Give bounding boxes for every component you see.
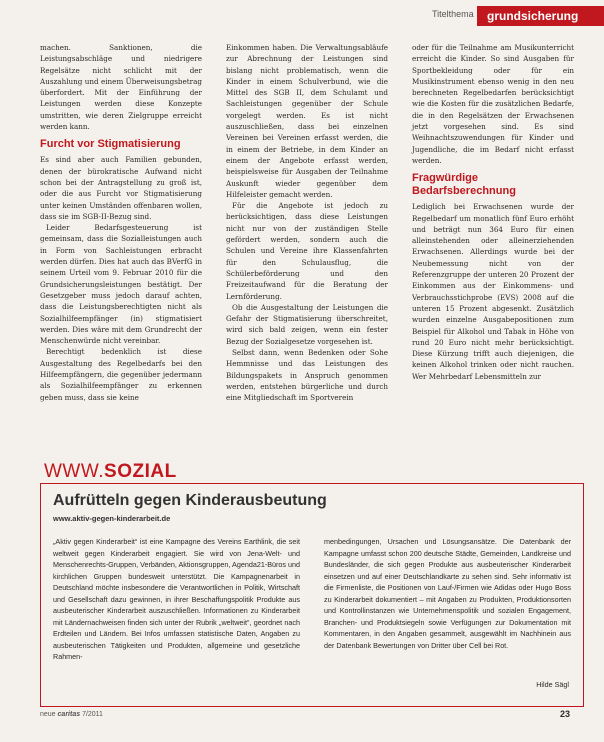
issue-number: 7/2011 [82,711,103,718]
page-header [0,6,604,26]
brand-bold: SOZIAL [104,461,177,482]
header-section-badge: grundsicherung [477,6,604,26]
article-column-1 [40,42,202,403]
paragraph: oder für die Teilnahme am Musikunterricht erreicht die Kinder. So sind Ausgaben für Sportbekleidung oder für ein Musikinstrument ebenso wenig in den neu berechneten Regelbedarfen berücksichtigt wie die Kosten für die zusätzlichen Bedarfe, die in den Regelsätzen der Erwachsenen jetzt vorgesehen sind. Es sind Weihnachtszuwendungen für Kinder und Jugendliche, die im Bedarf nicht erfasst werden. [412,43,574,165]
www-sozial-title [44,461,177,483]
paragraph: Einkommen haben. Die Verwaltungsabläufe zur Abrechnung der Leistungen sind bislang nicht problematisch, wenn die Kinder in einem Schulverbund, wie die Mittel des SGB II, dem Schulamt und Sachleistungen gegenüber der Schule vorgelegt werden. Es ist nicht auszuschließen, dass bei einzelnen Vereinen bei Vereinen erfasst werden, die in einem der Betriebe, in dem Kinder an einem der Angebote erfasst werden, beispielsweise für Ausgaben der Teilnahme Auskunft wieder gegenüber dem Hilfeleister gemacht werden. [226,43,388,199]
paragraph: Lediglich bei Erwachsenen wurde der Regelbedarf um monatlich fünf Euro erhöht und beträgt nun 364 Euro für einen alleinstehenden oder alleinerziehenden Erwachsenen. Allerdings wurde bei der Neubemessung nicht von der Referenzgruppe der unteren 20 Prozent der Einkommen aus der Einkommens- und Verbrauchsstichprobe (EVS) 2008 auf die unteren 15 Prozent abgesenkt. Zusätzlich wurden einzelne Ausgabepositionen zum Beispiel für Alkohol und Tabak in Höhe von rund 20 Euro nicht mehr berücksichtigt. Diese Kürzung trifft auch diejenigen, die keinen Alkohol trinken oder nicht rauchen. Wer Mehrbedarf Lebensmitteln zur [412,202,574,381]
paragraph: Selbst dann, wenn Bedenken oder Sohe Hemmnisse und das Leistungen des Bildungspakets in Anspruch genommen werden, entstehen bürgerliche und durch eine Mitgliedschaft im Sportverein [226,348,388,403]
paragraph: Für die Angebote ist jedoch zu berücksichtigen, dass diese Leistungen nicht nur von der zuständigen Stelle gefördert werden, sondern auch die Schulen und Vereine ihre Klassenfahrten für den Schulausflug, die Schülerbeförderung und den Freizeitaufwand für die Beratung der Lernförderung. [226,201,388,301]
magazine-name: neue [40,711,56,718]
author-signature: Hilde Sägl [536,680,569,689]
box-column-2: menbedingungen, Ursachen und Lösungsansätze. Die Datenbank der Kampagne umfasst schon 200 deutsche Städte, Gemeinden, Landkreise und Bundesländer, die sich gegen Produkte aus ausbeuterischer Kinderarbeit einsetzen und auf einer Deutschlandkarte zu sehen sind. Sehr informativ ist die Firmenliste, die Positionen von Lauf-/Firmen wie Adidas oder Hugo Boss zu Kinderarbeit dokumentiert – mit Angaben zu Produkten, Produktionsorten und Kontrollinstanzen wie Unternehmenspolitik und sozialen Engagement, Branchen- und Produktsiegeln sowie Verfügungen zur Dokumentation mit Kommentaren, in den Angaben gesammelt, ausgewählt im Nachhinein aus der Datenbank Bewertungen von Dritter über Cell bei Rot. [324,537,571,650]
section-heading: Furcht vor Stigmatisierung [40,138,181,151]
paragraph: Leider Bedarfsgesteuerung ist gemeinsam, dass die Sozialleistungen auch in Form von Sachleistungen erbracht werden dürfen. Dies hat auch das BVerfG in seinem Urteil vom 9. Februar 2010 für die Grundsicherungsleistungen bestätigt. Der Gesetzgeber muss jedoch darauf achten, dass die Leistungsberechtigten nicht als Sozialhilfeempfänger (in) stigmatisiert werden. Dies wäre mit dem Grundrecht der Menschenwürde nicht vereinbar. [40,223,202,346]
sozial-box [40,483,584,707]
box-url[interactable]: www.aktiv-gegen-kinderarbeit.de [53,514,171,523]
paragraph: machen. Sanktionen, die Leistungsabschläge und niedrigere Regelsätze nicht schlicht mit der Auszahlung und einem Überweisungsbetrag überfordert. Mit der Einführung der Leistungen werden diese Konzepte umstritten, wie deren Zielgruppe erreicht werden kann. [40,43,202,132]
page-number: 23 [560,709,571,719]
article-column-3 [412,42,574,382]
section-heading: Fragwürdige Bedarfsberechnung [412,172,516,198]
box-title: Aufrütteln gegen Kinderausbeutung [53,492,327,509]
paragraph: Ob die Ausgestaltung der Leistungen die Gefahr der Stigmatisierung überschreitet, wird sich bald zeigen, wenn ein fester Bezug der Sozialgesetze vorgesehen ist. [226,302,388,346]
header-topic-label: Titelthema [432,9,474,19]
magazine-label [40,711,103,718]
article-columns [40,42,580,452]
article-column-2 [226,42,388,404]
paragraph: Berechtigt bedenklich ist diese Ausgestaltung des Regelbedarfs bei den Hilfeempfängern, die gegenüber jedermann als Sozialhilfeempfänger zu erkennen geben muss, dass sie keine [40,347,202,402]
magazine-brand: caritas [57,711,81,718]
paragraph: Es sind aber auch Familien gebunden, denen der bürokratische Aufwand nicht schon bei der Antragstellung zu groß ist, oder die aus Furcht vor Stigmatisierung unter keinen Umständen offenbaren wollen, dass sie im SGB-II-Bezug sind. [40,155,202,221]
page-footer [0,707,604,727]
box-column-1: „Aktiv gegen Kinderarbeit“ ist eine Kampagne des Vereins Earthlink, die seit weltweit gegen Kinderarbeit engagiert. Sie wird von Jena-Welt- und Menschenrechts-Gruppen, Verbänden, Aktionsgruppen, Agenda21-Büros und kirchlichen Gruppen bundesweit unterstützt. Die Kampagnenarbeit in Deutschland möchte insbesondere die Verantwortlichen in Politik, Wirtschaft und Gesellschaft dazu gewinnen, in ihrer Beschaffungspolitik Produkte aus ausbeuterischer Kinderarbeit auszuschließen. Informationen zu Kinderarbeit mit Ländernachweisen finden sich unter der Rubrik „weltweit“, geordnet nach Erdteilen und Ländern. Bei Infos umfassen statistische Daten, Angaben zu ausbeuterischen Tätigkeiten und Produkten, allgemeine und gesetzliche Rahmen- [53,537,300,661]
brand-prefix: WWW. [44,461,105,482]
